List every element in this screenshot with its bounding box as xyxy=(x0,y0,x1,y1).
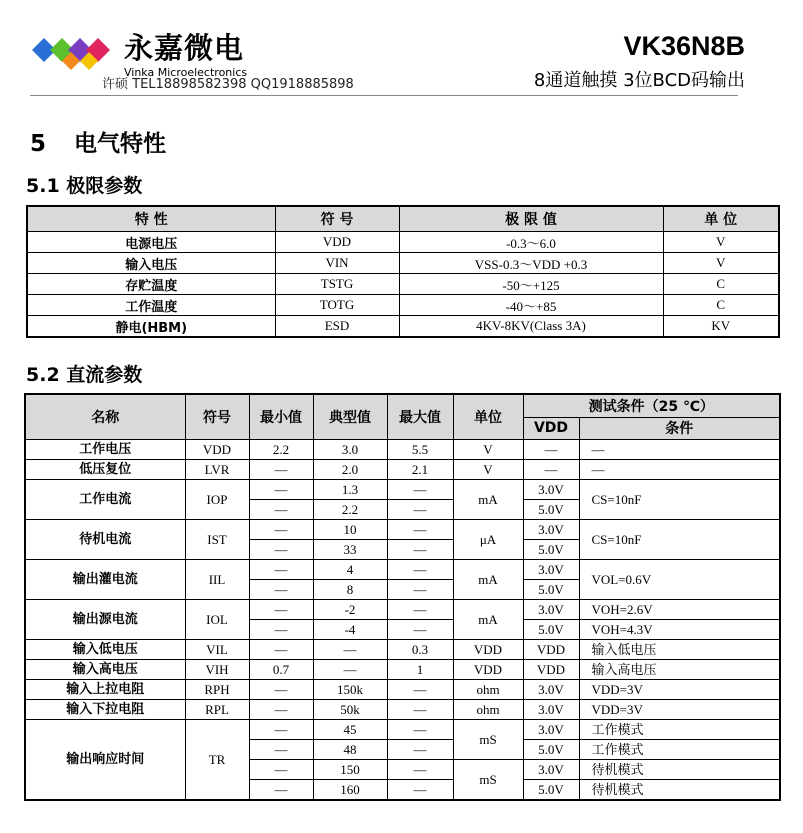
param-name: 输入电压 xyxy=(27,253,275,274)
param-unit: C xyxy=(663,295,779,316)
param-max: — xyxy=(387,680,453,700)
param-typ: 8 xyxy=(313,580,387,600)
table-row xyxy=(25,680,780,700)
param-unit: ohm xyxy=(453,680,523,700)
param-cond: CS=10nF xyxy=(579,480,780,520)
param-min: — xyxy=(249,780,313,801)
param-unit: mS xyxy=(453,760,523,801)
param-vdd: VDD xyxy=(523,640,579,660)
param-cond: 输入低电压 xyxy=(579,640,780,660)
table-row xyxy=(25,640,780,660)
param-min: — xyxy=(249,600,313,620)
param-min: — xyxy=(249,680,313,700)
col-header: 符 号 xyxy=(275,206,399,232)
param-unit: mA xyxy=(453,560,523,600)
param-symbol: VDD xyxy=(185,440,249,460)
param-typ: 150 xyxy=(313,760,387,780)
param-vdd: 5.0V xyxy=(523,740,579,760)
param-cond: VOH=4.3V xyxy=(579,620,780,640)
param-min: — xyxy=(249,640,313,660)
param-cond: 待机模式 xyxy=(579,760,780,780)
param-max: — xyxy=(387,620,453,640)
param-min: — xyxy=(249,480,313,500)
param-name: 低压复位 xyxy=(25,460,185,480)
brand-name-en: Vinka Microelectronics xyxy=(124,66,248,79)
param-symbol: VDD xyxy=(275,232,399,253)
param-typ: 50k xyxy=(313,700,387,720)
param-typ: 1.3 xyxy=(313,480,387,500)
param-cond: VDD=3V xyxy=(579,700,780,720)
param-min: — xyxy=(249,760,313,780)
col-header: 极 限 值 xyxy=(399,206,663,232)
param-max: — xyxy=(387,780,453,801)
param-vdd: 5.0V xyxy=(523,620,579,640)
param-symbol: VIH xyxy=(185,660,249,680)
param-symbol: IOL xyxy=(185,600,249,640)
param-min: 2.2 xyxy=(249,440,313,460)
param-name: 输出响应时间 xyxy=(25,720,185,801)
param-min: — xyxy=(249,540,313,560)
header-divider xyxy=(30,95,738,96)
param-cond: 待机模式 xyxy=(579,780,780,801)
param-name: 输入上拉电阻 xyxy=(25,680,185,700)
param-typ: — xyxy=(313,640,387,660)
param-typ: 48 xyxy=(313,740,387,760)
param-symbol: RPH xyxy=(185,680,249,700)
dc-title: 5.2 直流参数 xyxy=(26,364,143,386)
param-max: — xyxy=(387,760,453,780)
table-row xyxy=(27,232,779,253)
param-name: 工作电流 xyxy=(25,480,185,520)
param-symbol: IIL xyxy=(185,560,249,600)
param-symbol: IST xyxy=(185,520,249,560)
param-cond: 工作模式 xyxy=(579,720,780,740)
model-number: VK36N8B xyxy=(623,31,745,61)
table-row xyxy=(27,274,779,295)
table-row xyxy=(25,700,780,720)
table-row xyxy=(27,253,779,274)
param-symbol: LVR xyxy=(185,460,249,480)
param-name: 输入下拉电阻 xyxy=(25,700,185,720)
param-symbol: TOTG xyxy=(275,295,399,316)
contact-info: 许硕 TEL18898582398 QQ1918885898 xyxy=(102,77,354,92)
param-name: 静电(HBM) xyxy=(27,316,275,338)
param-name: 工作电压 xyxy=(25,440,185,460)
param-min: — xyxy=(249,740,313,760)
param-typ: 160 xyxy=(313,780,387,801)
param-unit: mS xyxy=(453,720,523,760)
param-value: 4KV-8KV(Class 3A) xyxy=(399,316,663,338)
table-row xyxy=(25,600,780,620)
param-unit: VDD xyxy=(453,660,523,680)
param-unit: C xyxy=(663,274,779,295)
param-cond: VDD=3V xyxy=(579,680,780,700)
param-min: — xyxy=(249,460,313,480)
param-min: — xyxy=(249,620,313,640)
param-vdd: 5.0V xyxy=(523,500,579,520)
col-header-min: 最小值 xyxy=(249,394,313,440)
param-value: -50～+125 xyxy=(399,274,663,295)
param-vdd: 3.0V xyxy=(523,680,579,700)
table-row xyxy=(25,520,780,540)
param-vdd: 5.0V xyxy=(523,780,579,801)
param-max: 0.3 xyxy=(387,640,453,660)
dc-table xyxy=(24,393,781,801)
col-header-typ: 典型值 xyxy=(313,394,387,440)
param-name: 电源电压 xyxy=(27,232,275,253)
param-min: — xyxy=(249,580,313,600)
param-max: — xyxy=(387,740,453,760)
param-cond: VOL=0.6V xyxy=(579,560,780,600)
param-unit: mA xyxy=(453,600,523,640)
table-row xyxy=(25,660,780,680)
table-header-row xyxy=(25,394,780,417)
col-header-name: 名称 xyxy=(25,394,185,440)
col-header-max: 最大值 xyxy=(387,394,453,440)
param-max: — xyxy=(387,700,453,720)
param-name: 输入高电压 xyxy=(25,660,185,680)
param-symbol: RPL xyxy=(185,700,249,720)
param-vdd: 3.0V xyxy=(523,560,579,580)
param-name: 存贮温度 xyxy=(27,274,275,295)
section-title: 电气特性 xyxy=(74,131,166,157)
param-min: — xyxy=(249,720,313,740)
param-vdd: 3.0V xyxy=(523,760,579,780)
param-name: 工作温度 xyxy=(27,295,275,316)
param-max: — xyxy=(387,580,453,600)
section-heading xyxy=(30,128,166,160)
col-header-unit: 单位 xyxy=(453,394,523,440)
param-unit: V xyxy=(453,460,523,480)
param-name: 待机电流 xyxy=(25,520,185,560)
param-typ: 45 xyxy=(313,720,387,740)
param-typ: 2.0 xyxy=(313,460,387,480)
table-row xyxy=(27,316,779,338)
param-typ: 4 xyxy=(313,560,387,580)
param-cond: CS=10nF xyxy=(579,520,780,560)
table-row xyxy=(25,720,780,740)
col-header-test: 测试条件（25 ℃） xyxy=(523,394,780,417)
param-value: VSS-0.3～VDD +0.3 xyxy=(399,253,663,274)
param-cond: 工作模式 xyxy=(579,740,780,760)
table-header-row xyxy=(27,206,779,232)
param-vdd: 3.0V xyxy=(523,520,579,540)
param-vdd: 5.0V xyxy=(523,580,579,600)
col-header: 特 性 xyxy=(27,206,275,232)
col-header: 单 位 xyxy=(663,206,779,232)
param-typ: -2 xyxy=(313,600,387,620)
param-typ: 10 xyxy=(313,520,387,540)
col-header-cond: 条件 xyxy=(579,417,780,440)
abs-max-title: 5.1 极限参数 xyxy=(26,175,143,197)
param-name: 输入低电压 xyxy=(25,640,185,660)
param-typ: -4 xyxy=(313,620,387,640)
table-row xyxy=(25,480,780,500)
param-vdd: 3.0V xyxy=(523,700,579,720)
brand-name-cn: 永嘉微电 xyxy=(124,31,245,65)
param-min: 0.7 xyxy=(249,660,313,680)
param-symbol: TSTG xyxy=(275,274,399,295)
table-row xyxy=(25,460,780,480)
param-vdd: 3.0V xyxy=(523,720,579,740)
param-min: — xyxy=(249,700,313,720)
param-symbol: VIN xyxy=(275,253,399,274)
param-symbol: VIL xyxy=(185,640,249,660)
param-cond: 输入高电压 xyxy=(579,660,780,680)
param-value: -0.3～6.0 xyxy=(399,232,663,253)
param-typ: 33 xyxy=(313,540,387,560)
param-typ: — xyxy=(313,660,387,680)
param-unit: V xyxy=(663,253,779,274)
param-cond: — xyxy=(579,460,780,480)
param-unit: ohm xyxy=(453,700,523,720)
param-max: 5.5 xyxy=(387,440,453,460)
param-unit: KV xyxy=(663,316,779,338)
param-vdd: VDD xyxy=(523,660,579,680)
param-max: — xyxy=(387,720,453,740)
col-header-vdd: VDD xyxy=(523,417,579,440)
param-vdd: 5.0V xyxy=(523,540,579,560)
param-min: — xyxy=(249,520,313,540)
param-unit: VDD xyxy=(453,640,523,660)
param-vdd: — xyxy=(523,440,579,460)
col-header-symbol: 符号 xyxy=(185,394,249,440)
param-cond: VOH=2.6V xyxy=(579,600,780,620)
param-symbol: ESD xyxy=(275,316,399,338)
param-max: 1 xyxy=(387,660,453,680)
vinka-logo xyxy=(30,30,122,76)
param-min: — xyxy=(249,560,313,580)
param-max: — xyxy=(387,500,453,520)
abs-max-table xyxy=(26,205,780,338)
param-typ: 3.0 xyxy=(313,440,387,460)
param-vdd: 3.0V xyxy=(523,600,579,620)
param-vdd: — xyxy=(523,460,579,480)
table-row xyxy=(25,440,780,460)
param-max: — xyxy=(387,480,453,500)
table-row xyxy=(25,560,780,580)
table-row xyxy=(27,295,779,316)
param-name: 输出源电流 xyxy=(25,600,185,640)
param-max: — xyxy=(387,540,453,560)
param-symbol: IOP xyxy=(185,480,249,520)
param-max: — xyxy=(387,520,453,540)
param-typ: 2.2 xyxy=(313,500,387,520)
param-symbol: TR xyxy=(185,720,249,801)
param-max: 2.1 xyxy=(387,460,453,480)
param-name: 输出灌电流 xyxy=(25,560,185,600)
param-max: — xyxy=(387,600,453,620)
param-unit: μA xyxy=(453,520,523,560)
section-number: 5 xyxy=(30,131,47,157)
param-unit: V xyxy=(663,232,779,253)
param-value: -40～+85 xyxy=(399,295,663,316)
product-subtitle: 8通道触摸 3位BCD码输出 xyxy=(533,70,745,91)
param-unit: V xyxy=(453,440,523,460)
param-unit: mA xyxy=(453,480,523,520)
param-cond: — xyxy=(579,440,780,460)
param-min: — xyxy=(249,500,313,520)
param-max: — xyxy=(387,560,453,580)
param-vdd: 3.0V xyxy=(523,480,579,500)
param-typ: 150k xyxy=(313,680,387,700)
